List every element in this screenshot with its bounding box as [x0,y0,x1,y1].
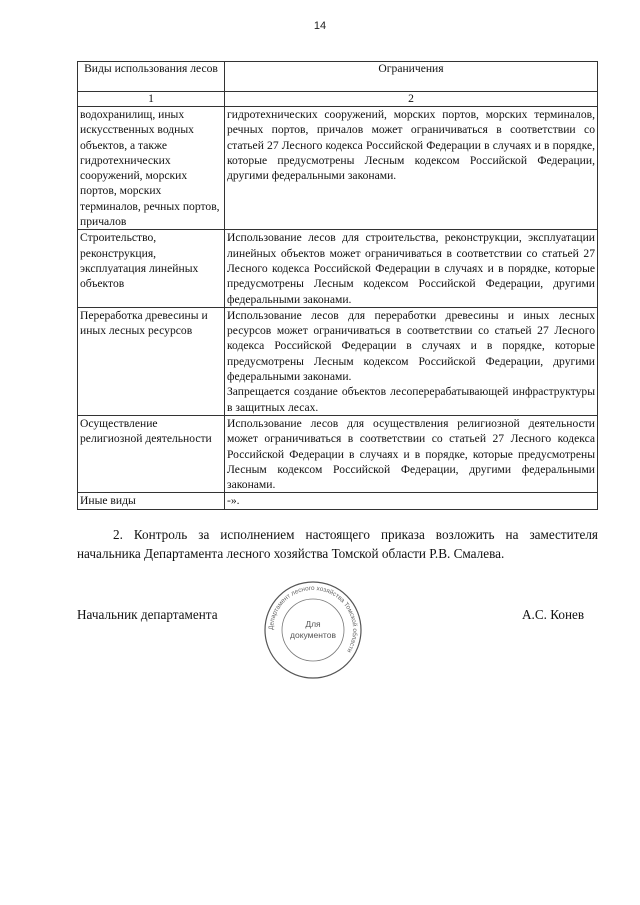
forest-use-type: Переработка древесины и иных лесных ресурсов [78,307,225,415]
restrictions-table [77,61,598,510]
restriction-text [225,415,598,492]
restriction-paragraph: Использование лесов для осуществления религиозной деятельности может ограничиваться в соответствии со статьей 27 Лесного кодекса Российской Федерации в случаях и в порядке, которые предусмотрены Лесным кодексом Российской Федерации, другими федеральными законами. [227,416,595,492]
restriction-text [225,107,598,230]
header-restrictions: Ограничения [225,62,598,92]
closing-paragraph: 2. Контроль за исполнением настоящего приказа возложить на заместителя начальника Департамента лесного хозяйства Томской области Р.В. Смалева. [77,527,598,561]
table-row [78,415,598,492]
page-number: 14 [313,20,327,32]
restriction-text [225,230,598,307]
signatory-position: Начальник департамента [77,607,218,622]
stamp-center-line2: документов [290,630,336,640]
forest-use-type: водохранилищ, иных искусственных водных объектов, а также гидротехнических сооружений, морских портов, морских терминалов, речных портов, причалов [78,107,225,230]
table-row [78,307,598,415]
forest-use-type: Иные виды [78,493,225,509]
restriction-paragraph: Использование лесов для строительства, реконструкции, эксплуатации линейных объектов может ограничиваться в соответствии со статьей 27 Лесного кодекса Российской Федерации в случаях и в порядке, которые предусмотрены Лесным кодексом Российской Федерации, другими федеральными законами. [227,231,595,306]
table-row [78,493,598,509]
table-row [78,230,598,307]
table-row [78,107,598,230]
restriction-text [225,307,598,415]
restriction-text [225,493,598,509]
forest-use-type: Строительство, реконструкция, эксплуатация линейных объектов [78,230,225,307]
stamp-ring-text: Департамент лесного хозяйства Томской области [267,584,359,654]
official-stamp [263,580,363,680]
column-number-2: 2 [225,92,598,107]
restriction-paragraph: Использование лесов для переработки древесины и иных лесных ресурсов может ограничиваться в соответствии со статьей 27 Лесного кодекса Российской Федерации в случаях и в порядке, которые предусмотрены Лесным кодексом Российской Федерации, другими федеральными законами. [227,308,595,384]
restriction-paragraph: гидротехнических сооружений, морских портов, морских терминалов, речных портов, причалов может ограничиваться в соответствии со статьей 27 Лесного кодекса Российской Федерации в случаях и в порядке, которые предусмотрены Лесным кодексом Российской Федерации, другими федеральными законами. [227,108,595,183]
forest-use-type: Осуществление религиозной деятельности [78,415,225,492]
signatory-name: А.С. Конев [522,607,585,622]
stamp-center-line1: Для [305,619,321,629]
table-numbering-row [78,92,598,107]
column-number-1: 1 [78,92,225,107]
restriction-paragraph: -». [227,494,240,508]
restriction-paragraph-prohibition: Запрещается создание объектов лесоперерабатывающей инфраструктуры в защитных лесах. [227,385,595,414]
header-forest-use-types: Виды использования лесов [78,62,225,92]
table-header-row [78,62,598,92]
